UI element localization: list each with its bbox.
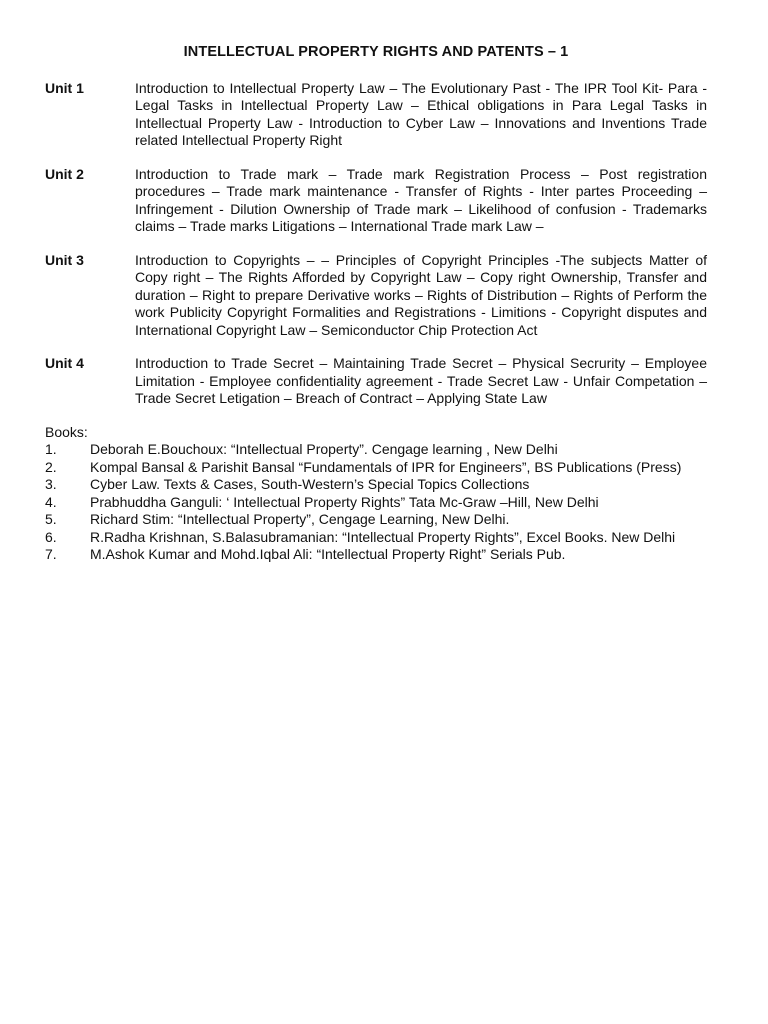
book-number: 2. bbox=[45, 458, 57, 475]
unit-description: Introduction to Trade mark – Trade mark Registration Process – Post registration procedures – Trade mark maintenance - Transfer of Rights - Inter partes Proceeding – Infringement - Dilution Ownership of Trade mark – Likelihood of confusion - Trademarks claims – Trade marks Litigations – International Trade mark Law – bbox=[135, 165, 707, 234]
book-reference: Cyber Law. Texts & Cases, South-Western’s Special Topics Collections bbox=[90, 476, 530, 492]
unit-2 bbox=[45, 166, 707, 236]
book-reference: M.Ashok Kumar and Mohd.Iqbal Ali: “Intellectual Property Right” Serials Pub. bbox=[90, 546, 566, 562]
unit-label: Unit 2 bbox=[45, 165, 84, 182]
book-reference: Kompal Bansal & Parishit Bansal “Fundamentals of IPR for Engineers”, BS Publications (Press) bbox=[90, 458, 682, 475]
book-reference: Deborah E.Bouchoux: “Intellectual Property”. Cengage learning , New Delhi bbox=[90, 441, 558, 457]
list-item bbox=[45, 546, 707, 564]
unit-description: Introduction to Copyrights – – Principles of Copyright Principles -The subjects Matter of Copy right – The Rights Afforded by Copyright Law – Copy right Ownership, Transfer and duration – Right to prepare Derivative works – Rights of Distribution – Rights of Perform the work Publicity Copyright Formalities and Registrations - Limitions - Copyright disputes and International Copyright Law – Semiconductor Chip Protection Act bbox=[135, 251, 707, 338]
list-item bbox=[45, 441, 707, 459]
list-item bbox=[45, 511, 707, 529]
book-number: 1. bbox=[45, 441, 57, 457]
unit-1 bbox=[45, 80, 707, 150]
books-heading: Books: bbox=[45, 423, 88, 440]
unit-label: Unit 1 bbox=[45, 79, 84, 96]
unit-description: Introduction to Trade Secret – Maintaining Trade Secret – Physical Secrurity – Employee Limitation - Employee confidentiality agreement - Trade Secret Law - Unfair Competation – Trade Secret Letigation – Breach of Contract – Applying State Law bbox=[135, 355, 707, 406]
unit-4 bbox=[45, 355, 707, 408]
book-number: 4. bbox=[45, 493, 57, 510]
book-reference: Richard Stim: “Intellectual Property”, Cengage Learning, New Delhi. bbox=[90, 511, 510, 527]
book-number: 5. bbox=[45, 511, 57, 527]
book-reference: Prabhuddha Ganguli: ‘ Intellectual Property Rights” Tata Mc-Graw –Hill, New Delhi bbox=[90, 493, 599, 510]
unit-description: Introduction to Intellectual Property Law – The Evolutionary Past - The IPR Tool Kit- Para -Legal Tasks in Intellectual Property Law – Ethical obligations in Para Legal Tasks in Intellectual Property Law - Introduction to Cyber Law – Innovations and Inventions Trade related Intellectual Property Right bbox=[135, 79, 707, 148]
book-number: 6. bbox=[45, 528, 57, 545]
list-item bbox=[45, 476, 707, 494]
list-item bbox=[45, 494, 707, 512]
unit-label: Unit 4 bbox=[45, 355, 84, 371]
book-number: 7. bbox=[45, 546, 57, 562]
list-item bbox=[45, 529, 707, 547]
unit-label: Unit 3 bbox=[45, 251, 84, 268]
unit-3 bbox=[45, 252, 707, 340]
book-number: 3. bbox=[45, 476, 57, 492]
list-item bbox=[45, 459, 707, 477]
book-reference: R.Radha Krishnan, S.Balasubramanian: “Intellectual Property Rights”, Excel Books. New Delhi bbox=[90, 528, 676, 545]
syllabus-page bbox=[45, 44, 707, 564]
page-title: INTELLECTUAL PROPERTY RIGHTS AND PATENTS – 1 bbox=[183, 44, 569, 60]
book-list bbox=[45, 441, 707, 564]
